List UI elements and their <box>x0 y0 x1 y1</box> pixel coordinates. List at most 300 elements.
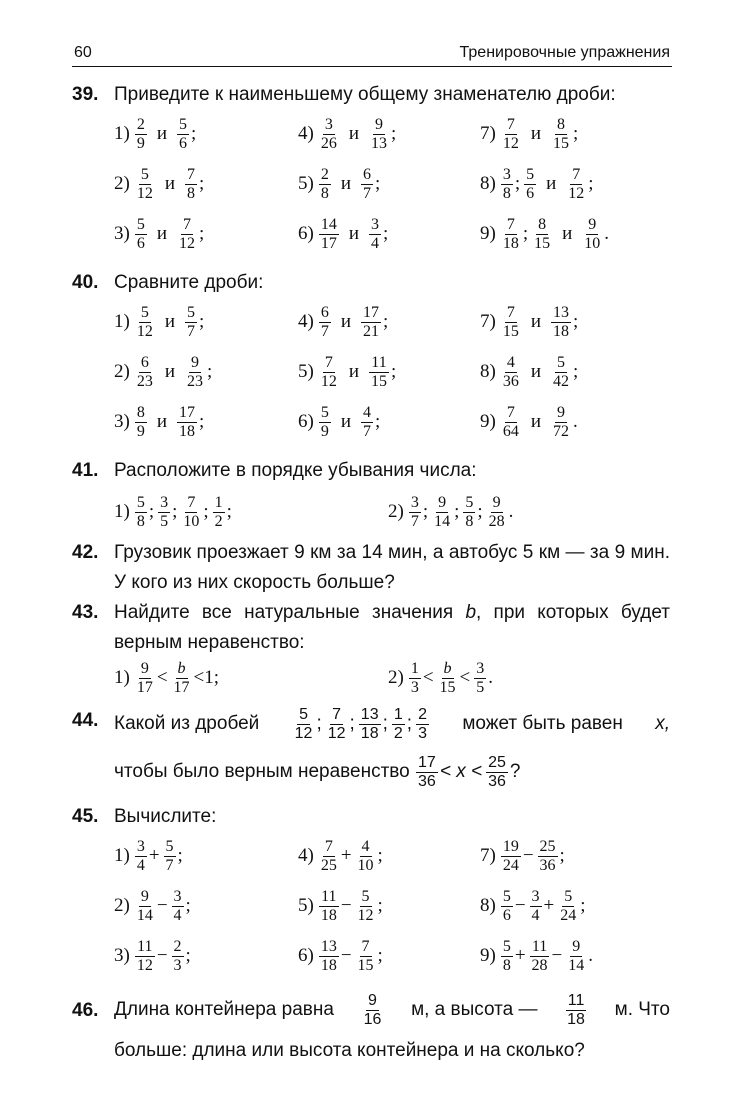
fraction <box>486 755 508 790</box>
fraction <box>319 889 339 924</box>
denominator: 24 <box>502 856 519 874</box>
numerator: 3 <box>160 493 169 511</box>
numerator: 9 <box>140 659 149 677</box>
punctuation: ; <box>383 223 389 244</box>
numerator: 17 <box>363 303 379 321</box>
fraction <box>487 495 507 530</box>
numerator: 5 <box>165 837 174 855</box>
fraction <box>356 839 376 874</box>
numerator: 25 <box>539 837 556 855</box>
numerator: 13 <box>553 303 569 321</box>
denominator: 12 <box>136 956 153 974</box>
operator: + <box>148 845 160 866</box>
denominator: 6 <box>136 234 145 252</box>
denominator: 4 <box>173 906 182 924</box>
denominator: 5 <box>476 678 485 696</box>
fraction <box>551 305 571 340</box>
denominator: 42 <box>553 372 569 390</box>
numerator: 25 <box>488 753 506 771</box>
denominator: 72 <box>553 422 569 440</box>
fraction <box>319 167 331 202</box>
denominator: 7 <box>410 512 419 530</box>
conjunction: и <box>156 411 167 432</box>
fraction <box>319 405 331 440</box>
problem-text: Вычислите: <box>114 806 217 827</box>
denominator: 14 <box>136 906 153 924</box>
denominator: 18 <box>320 906 337 924</box>
numerator: 7 <box>183 215 191 233</box>
fraction <box>319 939 339 974</box>
punctuation: ; <box>148 501 155 522</box>
punctuation: . <box>508 501 514 522</box>
denominator: 14 <box>568 956 585 974</box>
problem-46-line-1 <box>114 990 670 1030</box>
problem-text: Приведите к наименьшему общему знаменателю дроби: <box>114 84 616 105</box>
denominator: 36 <box>502 372 519 390</box>
punctuation: ; <box>185 945 191 966</box>
exercise-item <box>298 936 386 976</box>
denominator: 9 <box>320 422 329 440</box>
item-label: 7) <box>480 123 496 144</box>
fraction <box>164 839 176 874</box>
numerator: 2 <box>173 937 182 955</box>
numerator: 3 <box>531 887 540 905</box>
fraction <box>438 661 458 696</box>
fraction <box>524 167 536 202</box>
punctuation: ; <box>199 311 205 332</box>
operator: − <box>340 945 352 966</box>
text: Какой из дробей <box>114 713 260 734</box>
page-number: 60 <box>74 44 92 61</box>
less-than: < <box>422 667 434 688</box>
operator: − <box>340 895 352 916</box>
exercise-item <box>480 164 597 204</box>
numerator: 5 <box>140 303 149 321</box>
operator: − <box>522 845 534 866</box>
exercise-item <box>480 352 581 392</box>
text: чтобы было верным неравенство <box>114 761 410 782</box>
item-label: 6) <box>298 945 314 966</box>
conjunction: и <box>348 361 359 382</box>
problem-number: 39. <box>72 84 99 105</box>
fraction <box>177 117 189 152</box>
fraction <box>135 167 155 202</box>
numerator: 7 <box>506 303 515 321</box>
denominator: 7 <box>165 856 174 874</box>
fraction <box>392 707 405 742</box>
denominator: 12 <box>568 184 585 202</box>
numerator: 7 <box>572 165 581 183</box>
conjunction: и <box>164 311 175 332</box>
fraction <box>474 661 486 696</box>
numerator: 3 <box>136 837 145 855</box>
item-label: 5) <box>298 895 314 916</box>
numerator: 7 <box>506 115 515 133</box>
denominator: 8 <box>187 184 195 202</box>
exercise-item <box>480 836 568 876</box>
numerator: 11 <box>321 887 337 905</box>
numerator: 7 <box>506 215 515 233</box>
numerator: 11 <box>137 937 153 955</box>
fraction <box>530 939 550 974</box>
item-label: 8) <box>480 361 496 382</box>
numerator: 8 <box>557 115 565 133</box>
inequality-tail: <1; <box>193 667 220 688</box>
denominator: 36 <box>418 772 436 790</box>
exercise-item <box>480 114 581 154</box>
numerator: 8 <box>538 215 547 233</box>
denominator: 13 <box>371 134 387 152</box>
separator: ; <box>316 713 322 734</box>
text: может быть равен <box>462 713 623 734</box>
denominator: 12 <box>179 234 195 252</box>
exercise-item <box>114 402 207 442</box>
fraction <box>185 167 197 202</box>
fraction <box>551 405 571 440</box>
punctuation: ; <box>377 945 383 966</box>
operator: − <box>551 945 563 966</box>
denominator: 36 <box>539 856 556 874</box>
numerator: 1 <box>393 705 403 723</box>
fraction <box>501 355 521 390</box>
denominator: 23 <box>187 372 203 390</box>
denominator: 15 <box>502 322 519 340</box>
numerator: 17 <box>179 403 195 421</box>
numerator: 1 <box>214 493 223 511</box>
denominator: 28 <box>531 956 548 974</box>
variable-x: x, <box>655 713 670 734</box>
text: м. Что <box>614 999 670 1020</box>
separator: ; <box>522 223 529 244</box>
item-label: 2) <box>114 895 130 916</box>
fraction <box>185 305 197 340</box>
punctuation: ; <box>573 311 579 332</box>
fraction <box>501 305 521 340</box>
denominator: 9 <box>136 422 145 440</box>
fraction <box>213 495 225 530</box>
conjunction: и <box>348 123 359 144</box>
denominator: 5 <box>160 512 169 530</box>
fraction <box>566 939 586 974</box>
fraction <box>538 839 558 874</box>
numerator: 9 <box>572 937 581 955</box>
denominator: 4 <box>371 234 379 252</box>
denominator: 6 <box>526 184 535 202</box>
conjunction: и <box>340 411 351 432</box>
numerator: 9 <box>368 991 377 1009</box>
punctuation: ; <box>207 361 213 382</box>
numerator: 2 <box>320 165 329 183</box>
punctuation: ; <box>391 361 397 382</box>
punctuation: ; <box>573 123 579 144</box>
item-label: 7) <box>480 845 496 866</box>
numerator: 11 <box>371 353 387 371</box>
conjunction: и <box>156 223 167 244</box>
numerator: 9 <box>438 493 447 511</box>
numerator: 2 <box>136 115 145 133</box>
numerator: 9 <box>375 115 383 133</box>
exercise-item <box>114 836 186 876</box>
denominator: 18 <box>320 956 337 974</box>
numerator: 9 <box>191 353 199 371</box>
item-label: 1) <box>114 123 130 144</box>
numerator: 7 <box>361 937 370 955</box>
item-label: 1) <box>114 845 130 866</box>
fraction <box>135 405 147 440</box>
numerator: 11 <box>567 991 585 1009</box>
spacer <box>410 761 415 783</box>
numerator: 7 <box>187 165 195 183</box>
problem-text: Грузовик проезжает 9 км за 14 мин, а автобус 5 км — за 9 мин. У кого из них скорость больше? <box>114 542 670 593</box>
conjunction: и <box>530 361 541 382</box>
item-label: 2) <box>388 501 404 522</box>
exercise-item <box>298 352 399 392</box>
denominator: 12 <box>357 906 374 924</box>
punctuation: ; <box>377 845 383 866</box>
item-label: 2) <box>114 173 130 194</box>
denominator: 18 <box>179 422 195 440</box>
exercise-item <box>114 492 235 532</box>
fraction <box>185 355 205 390</box>
numerator: 5 <box>564 887 573 905</box>
item-label: 8) <box>480 895 496 916</box>
numerator: 9 <box>140 887 149 905</box>
fraction <box>551 355 571 390</box>
exercise-item <box>114 658 222 698</box>
fraction <box>501 117 521 152</box>
item-label: 1) <box>114 311 130 332</box>
denominator: 18 <box>553 322 569 340</box>
problem-number: 40. <box>72 272 99 293</box>
fraction <box>172 661 192 696</box>
numerator: 3 <box>502 165 511 183</box>
inequality: < x < <box>439 761 483 782</box>
conjunction: и <box>546 173 557 194</box>
separator: ; <box>349 713 355 734</box>
denominator: 4 <box>531 906 540 924</box>
denominator: 15 <box>439 678 456 696</box>
item-label: 9) <box>480 223 496 244</box>
fraction <box>532 217 552 252</box>
fraction <box>361 167 373 202</box>
problem-text: Найдите все натуральные значения b, при которых будет верным неравенство: <box>114 602 670 653</box>
fraction <box>501 217 521 252</box>
denominator: 12 <box>320 372 337 390</box>
punctuation: ; <box>375 173 381 194</box>
exercise-item <box>480 214 612 254</box>
fraction <box>181 495 201 530</box>
fraction <box>135 839 147 874</box>
variable-b: b <box>465 602 477 623</box>
punctuation: ; <box>203 501 209 522</box>
exercise-item <box>114 886 194 926</box>
fraction <box>319 839 339 874</box>
fraction <box>501 839 521 874</box>
numerator: 4 <box>363 403 371 421</box>
numerator: 3 <box>410 493 419 511</box>
separator: ; <box>514 173 521 194</box>
numerator: 13 <box>320 937 337 955</box>
denominator: 8 <box>502 956 511 974</box>
item-label: 6) <box>298 223 314 244</box>
denominator: 23 <box>136 372 153 390</box>
fraction <box>158 495 170 530</box>
numerator: 3 <box>371 215 379 233</box>
exercise-item <box>298 164 383 204</box>
exercise-item <box>298 302 391 342</box>
denominator: 7 <box>363 422 371 440</box>
item-label: 3) <box>114 223 130 244</box>
fraction <box>359 707 381 742</box>
numerator: b <box>177 659 186 677</box>
numerator: 7 <box>187 493 196 511</box>
denominator: 8 <box>465 512 474 530</box>
item-label: 4) <box>298 311 314 332</box>
fraction <box>135 939 155 974</box>
fraction <box>501 405 521 440</box>
exercise-item <box>114 352 215 392</box>
fraction <box>319 305 331 340</box>
item-label: 4) <box>298 845 314 866</box>
exercise-item <box>298 114 399 154</box>
item-label: 6) <box>298 411 314 432</box>
punctuation: ; <box>191 123 197 144</box>
punctuation: ; <box>559 845 565 866</box>
fraction <box>177 405 197 440</box>
punctuation: ; <box>383 311 389 332</box>
numerator: 5 <box>136 493 145 511</box>
numerator: 4 <box>361 837 370 855</box>
problem-text: Расположите в порядке убывания числа: <box>114 460 477 481</box>
conjunction: и <box>530 411 541 432</box>
punctuation: ; <box>199 173 205 194</box>
numerator: 5 <box>502 937 511 955</box>
numerator: 11 <box>531 937 548 955</box>
problem-number: 41. <box>72 460 99 481</box>
denominator: 10 <box>183 512 200 530</box>
fraction <box>416 707 429 742</box>
denominator: 7 <box>363 184 371 202</box>
exercise-item <box>388 658 496 698</box>
fraction <box>416 755 438 790</box>
denominator: 17 <box>320 234 337 252</box>
fraction <box>356 889 376 924</box>
denominator: 15 <box>553 134 569 152</box>
punctuation: ? <box>509 761 521 782</box>
numerator: 6 <box>363 165 371 183</box>
problem-44-line-2 <box>114 752 523 792</box>
numerator: 17 <box>418 753 436 771</box>
punctuation: ; <box>199 411 205 432</box>
operator: − <box>156 945 168 966</box>
denominator: 36 <box>488 772 506 790</box>
exercise-item <box>480 402 581 442</box>
denominator: 10 <box>357 856 374 874</box>
denominator: 3 <box>410 678 419 696</box>
denominator: 15 <box>357 956 374 974</box>
exercise-item <box>298 214 391 254</box>
separator: ; <box>406 713 413 734</box>
conjunction: и <box>530 123 541 144</box>
exercise-item <box>114 114 199 154</box>
punctuation: ; <box>226 501 232 522</box>
numerator: 5 <box>187 303 195 321</box>
punctuation: ; <box>375 411 381 432</box>
denominator: 18 <box>360 724 379 742</box>
fraction <box>501 167 513 202</box>
exercise-item <box>480 886 589 926</box>
operator: + <box>543 895 555 916</box>
problem-text: Сравните дроби: <box>114 272 264 293</box>
fraction <box>501 939 513 974</box>
denominator: 15 <box>534 234 551 252</box>
fraction <box>361 305 381 340</box>
conjunction: и <box>562 223 573 244</box>
fraction <box>135 355 155 390</box>
denominator: 26 <box>320 134 337 152</box>
numerator: 1 <box>410 659 419 677</box>
numerator: 7 <box>324 837 333 855</box>
fraction <box>356 939 376 974</box>
operator: − <box>514 895 526 916</box>
denominator: 6 <box>502 906 511 924</box>
fraction <box>293 707 315 742</box>
exercise-item <box>298 402 383 442</box>
fraction <box>565 993 587 1028</box>
conjunction: и <box>340 173 351 194</box>
exercise-item <box>480 302 581 342</box>
exercise-item <box>480 936 596 976</box>
fraction <box>566 167 586 202</box>
exercise-item <box>388 492 516 532</box>
punctuation: ; <box>580 895 586 916</box>
problem-number: 44. <box>72 710 99 731</box>
denominator: 14 <box>434 512 451 530</box>
item-label: 8) <box>480 173 496 194</box>
denominator: 9 <box>136 134 145 152</box>
fraction <box>135 305 155 340</box>
numerator: 13 <box>360 705 379 723</box>
denominator: 25 <box>320 856 337 874</box>
fraction <box>135 889 155 924</box>
punctuation: ; <box>377 895 383 916</box>
numerator: 2 <box>418 705 427 723</box>
item-label: 5) <box>298 361 314 382</box>
exercise-item <box>298 886 386 926</box>
fraction <box>409 661 421 696</box>
conjunction: и <box>164 173 175 194</box>
problem-number: 45. <box>72 806 99 827</box>
numerator: 4 <box>506 353 515 371</box>
numerator: 3 <box>324 115 333 133</box>
fraction <box>463 495 475 530</box>
numerator: 5 <box>140 165 149 183</box>
denominator: 16 <box>363 1010 382 1028</box>
punctuation: ; <box>172 501 178 522</box>
conjunction: и <box>156 123 167 144</box>
fraction <box>501 889 513 924</box>
denominator: 15 <box>371 372 387 390</box>
punctuation: ; <box>422 501 429 522</box>
fraction <box>135 217 147 252</box>
fraction <box>369 355 389 390</box>
fraction <box>172 889 184 924</box>
denominator: 8 <box>502 184 511 202</box>
conjunction: и <box>164 361 175 382</box>
numerator: 8 <box>136 403 145 421</box>
fraction <box>362 993 384 1028</box>
numerator: 9 <box>492 493 501 511</box>
